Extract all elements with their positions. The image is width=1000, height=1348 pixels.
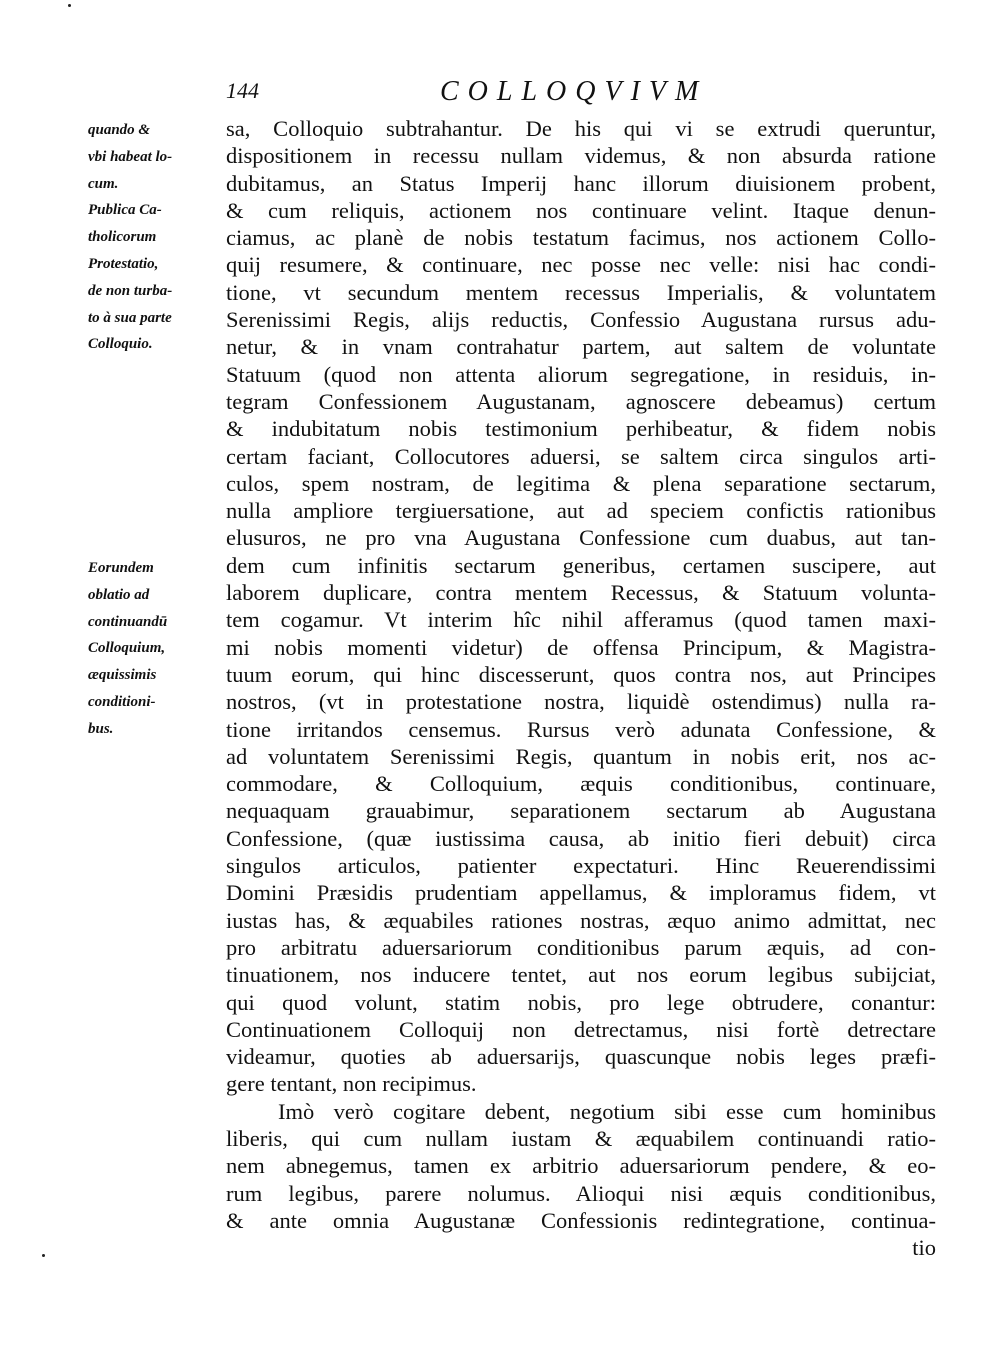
text-line: culos, spem nostram, de legitima & plena separatione sectarum,: [226, 470, 936, 496]
text-line: & ante omnia Augustanæ Confessionis redintegratione, continua-: [226, 1207, 936, 1233]
ink-speck: [42, 1254, 45, 1257]
text-line: singulos articulos, patienter expectaturi. Hinc Reuerendissimi: [226, 853, 936, 879]
text-line: laborem duplicare, contra mentem Recessus, & Statuum volunta-: [226, 580, 936, 606]
text-line: Confessione, (quæ iustissima causa, ab initio fieri debuit) circa: [226, 825, 936, 851]
margin-line: Protestatio,: [88, 255, 159, 272]
ink-speck: [68, 4, 71, 7]
text-line: pro arbitratu aduersariorum conditionibus parum æquis, ad con-: [226, 934, 936, 960]
text-line: liberis, qui cum nullam iustam & æquabilem continuandi ratio-: [226, 1125, 936, 1151]
text-line: tione irritandos censemus. Rursus verò adunata Confessione, &: [226, 716, 936, 742]
margin-line: tholicorum: [88, 229, 157, 246]
text-line: mi nobis momenti videtur) de offensa Principum, & Magistra-: [226, 634, 936, 660]
text-line: & cum reliquis, actionem nos continuare velint. Itaque denun-: [226, 197, 936, 223]
margin-line: bus.: [88, 720, 114, 737]
margin-line: Publica Ca-: [88, 202, 162, 219]
text-line: rum legibus, parere nolumus. Alioqui nisi æquis conditionibus,: [226, 1180, 936, 1206]
catchword: tio: [912, 1235, 936, 1261]
text-line: nequaquam grauabimur, separationem sectarum ab Augustana: [226, 798, 936, 824]
margin-line: cum.: [88, 175, 119, 192]
margin-line: Eorundem: [88, 560, 154, 576]
text-line: tem cogamur. Vt interim hîc nihil afferamus (quod tamen maxi-: [226, 607, 936, 633]
text-line: videamur, quoties ab aduersarijs, quascunque nobis leges præfi-: [226, 1044, 936, 1070]
text-line: Continuationem Colloquij non detrectamus, nisi fortè detrectare: [226, 1016, 936, 1042]
margin-line: conditioni-: [88, 693, 156, 710]
margin-line: to à sua parte: [88, 309, 172, 326]
margin-line: æquissimis: [88, 667, 157, 684]
text-line: Imò verò cogitare debent, negotium sibi esse cum hominibus: [278, 1098, 936, 1124]
text-line: nulla ampliore tergiuersatione, aut ad speciem confictis rationibus: [226, 498, 936, 524]
text-line: certam faciant, Collocutores aduersi, se saltem circa singulos arti-: [226, 443, 936, 469]
text-line: tegram Confessionem Augustanam, agnoscere debeamus) certum: [226, 388, 936, 414]
margin-line: de non turba-: [88, 282, 173, 299]
margin-line: quando &: [88, 122, 151, 138]
text-line: Statuum (quod non attenta aliorum segregatione, in residuis, in-: [226, 361, 936, 387]
body-text: [226, 115, 936, 1261]
margin-line: vbi habeat lo-: [88, 148, 173, 165]
page-number: 144: [226, 78, 259, 103]
text-line: netur, & in vnam contrahatur partem, aut saltem de voluntate: [226, 334, 936, 360]
text-line: dem cum infinitis sectarum generibus, certamen suscipere, aut: [226, 552, 936, 578]
text-line: quij resumere, & continuare, nec posse nec velle: nisi hac condi-: [226, 252, 936, 278]
margin-note-2: [88, 555, 216, 743]
margin-line: oblatio ad: [88, 586, 150, 603]
text-line: elusuros, ne pro vna Augustana Confessione cum duabus, aut tan-: [226, 525, 936, 551]
text-line: sa, Colloquio subtrahantur. De his qui vi se extrudi queruntur,: [226, 116, 936, 141]
text-line: tinuationem, nos inducere tentet, aut nos eorum legibus subijciat,: [226, 962, 936, 988]
text-line: nostros, (vt in protestatione nostra, liquidè ostendimus) nulla ra-: [226, 689, 936, 715]
text-line: gere tentant, non recipimus.: [226, 1071, 477, 1097]
text-line: dubitamus, an Status Imperij hanc illorum diuisionem probent,: [226, 170, 936, 196]
text-line: tuum eorum, qui hinc discesserunt, quos contra nos, aut Principes: [226, 661, 936, 687]
margin-line: Colloquium,: [88, 640, 166, 657]
text-line: dispositionem in recessu nullam videmus, & non absurda ratione: [226, 143, 936, 169]
text-line: nem abnegemus, tamen ex arbitrio aduersariorum pendere, & eo-: [226, 1153, 936, 1179]
text-line: ad voluntatem Serenissimi Regis, quantum in nobis erit, nos ac-: [226, 743, 936, 769]
text-line: Serenissimi Regis, alijs reductis, Confessio Augustana rursus adu-: [226, 307, 936, 333]
margin-note-1: [88, 117, 216, 358]
text-line: qui quod volunt, statim nobis, pro lege obtrudere, conantur:: [226, 989, 936, 1015]
running-title: COLLOQVIVM: [440, 76, 708, 107]
text-line: Domini Præsidis prudentiam appellamus, & imploramus fidem, vt: [226, 880, 936, 906]
margin-line: continuandū: [88, 613, 168, 630]
text-line: iustas has, & æquabiles rationes nostras, æquo animo admittat, nec: [226, 907, 936, 933]
text-line: ciamus, ac planè de nobis testatum facimus, nos actionem Collo-: [226, 225, 936, 251]
margin-line: Colloquio.: [88, 336, 153, 353]
text-line: commodare, & Colloquium, æquis conditionibus, continuare,: [226, 771, 936, 797]
text-line: tione, vt secundum mentem recessus Imperialis, & voluntatem: [226, 279, 936, 305]
text-line: & indubitatum nobis testimonium perhibeatur, & fidem nobis: [226, 416, 936, 442]
